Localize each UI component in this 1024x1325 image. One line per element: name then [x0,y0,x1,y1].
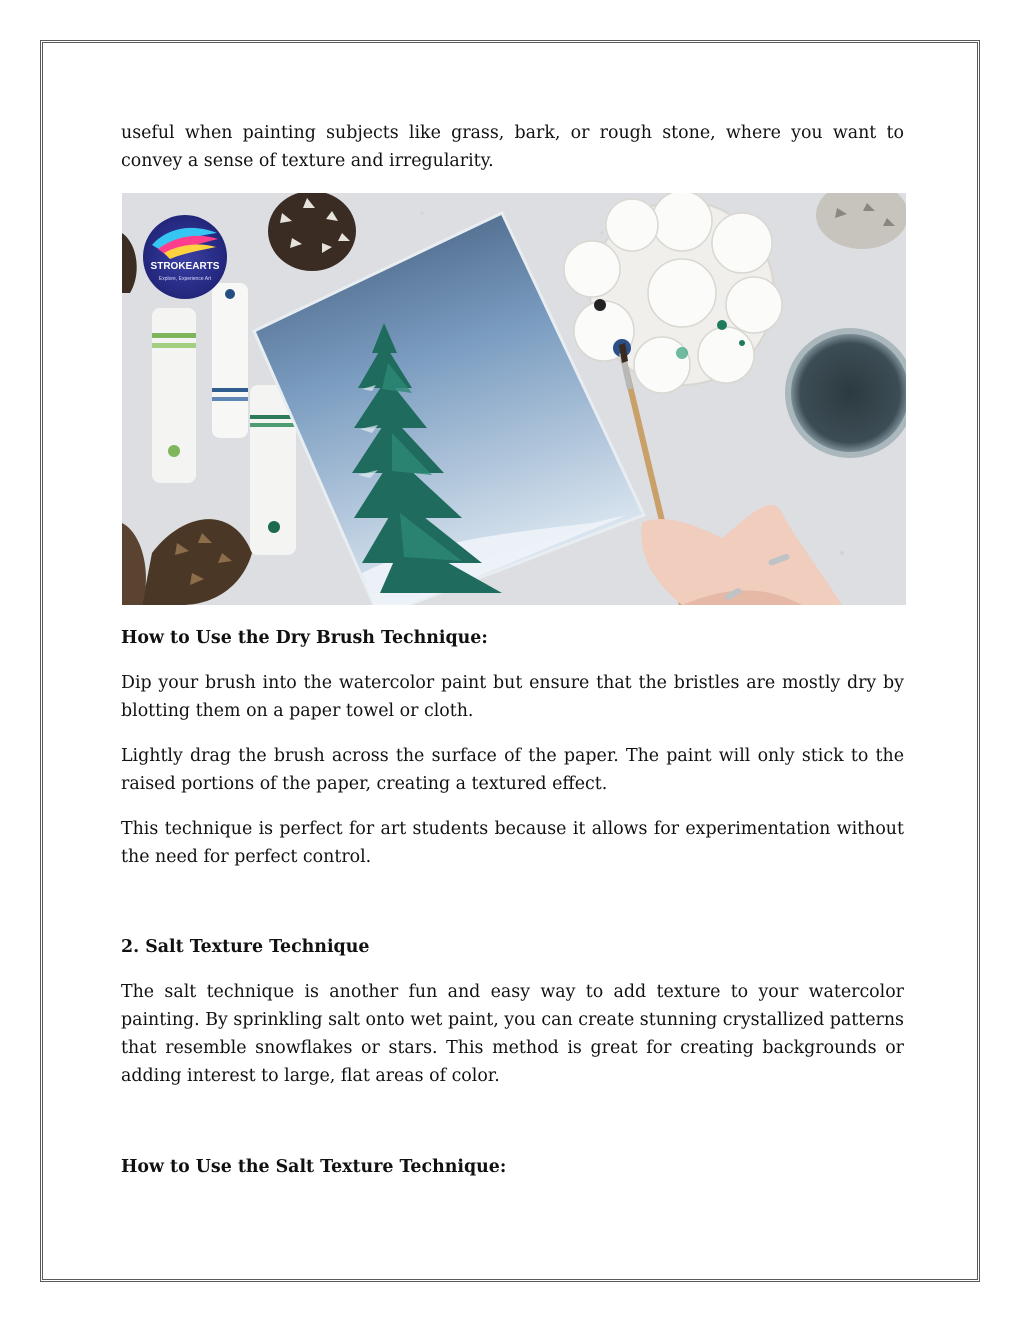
salt-technique-heading: 2. Salt Texture Technique [121,937,370,957]
water-glass [788,331,906,455]
dry-brush-step-3: This technique is perfect for art students because it allows for experimentation without the need for perfect control. [121,819,904,867]
paint-tube-blue [212,283,248,438]
strokearts-logo [143,215,227,299]
watercolor-painting-photo [122,193,906,605]
pine-cone-top [268,193,356,271]
logo-tagline: Explore, Experience Art [158,276,212,282]
intro-paragraph: useful when painting subjects like grass, bark, or rough stone, where you want to convey a sense of texture and irregularity. [121,123,904,171]
logo-name: STROKEARTS [150,261,220,272]
salt-howto-heading: How to Use the Salt Texture Technique: [121,1157,507,1177]
dry-brush-step-2: Lightly drag the brush across the surface of the paper. The paint will only stick to the raised portions of the paper, creating a textured effect. [121,746,904,794]
dry-brush-step-1: Dip your brush into the watercolor paint but ensure that the bristles are mostly dry by blotting them on a paper towel or cloth. [121,673,904,721]
salt-technique-paragraph: The salt technique is another fun and easy way to add texture to your watercolor painting. By sprinkling salt onto wet paint, you can create stunning crystallized patterns that resemble snowflakes or stars. This method is great for creating backgrounds or adding interest to large, flat areas of color. [121,982,904,1086]
paint-tube-light-green [152,308,196,483]
dry-brush-howto-heading: How to Use the Dry Brush Technique: [121,628,488,648]
